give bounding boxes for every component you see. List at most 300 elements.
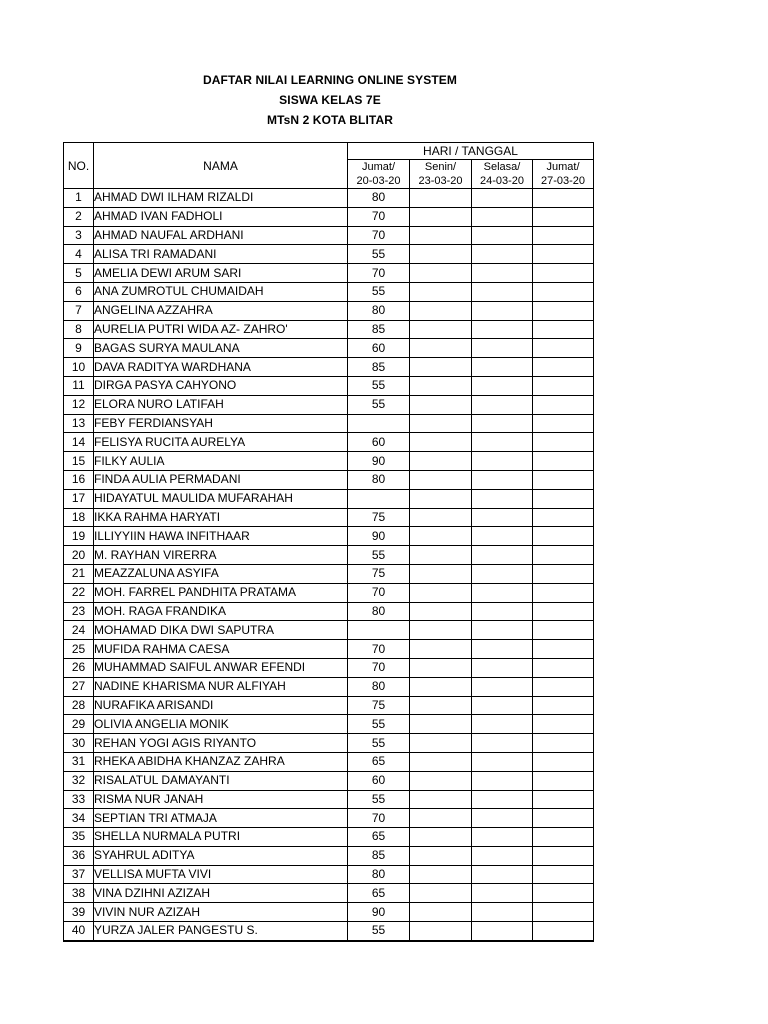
cell-nilai-day-3 bbox=[472, 752, 533, 771]
cell-nilai-day-1: 55 bbox=[348, 546, 410, 565]
cell-nama: NADINE KHARISMA NUR ALFIYAH bbox=[94, 677, 348, 696]
cell-nilai-day-4 bbox=[533, 771, 594, 790]
cell-nilai-day-3 bbox=[472, 677, 533, 696]
table-row bbox=[64, 677, 594, 696]
cell-nilai-day-1: 80 bbox=[348, 677, 410, 696]
cell-nilai-day-4 bbox=[533, 395, 594, 414]
class-subtitle: SISWA KELAS 7E bbox=[279, 93, 381, 107]
cell-nilai-day-4 bbox=[533, 752, 594, 771]
cell-nilai-day-3 bbox=[472, 358, 533, 377]
cell-no: 17 bbox=[64, 489, 94, 508]
table-row bbox=[64, 376, 594, 395]
cell-nilai-day-4 bbox=[533, 433, 594, 452]
table-row bbox=[64, 207, 594, 226]
cell-nilai-day-2 bbox=[410, 658, 472, 677]
cell-no: 22 bbox=[64, 583, 94, 602]
cell-nilai-day-4 bbox=[533, 320, 594, 339]
cell-nilai-day-2 bbox=[410, 189, 472, 208]
cell-nilai-day-4 bbox=[533, 696, 594, 715]
cell-no: 19 bbox=[64, 527, 94, 546]
cell-nilai-day-2 bbox=[410, 508, 472, 527]
cell-nilai-day-3 bbox=[472, 546, 533, 565]
cell-nilai-day-2 bbox=[410, 734, 472, 753]
cell-no: 39 bbox=[64, 903, 94, 922]
cell-nilai-day-4 bbox=[533, 508, 594, 527]
cell-nilai-day-1: 55 bbox=[348, 376, 410, 395]
cell-nilai-day-4 bbox=[533, 677, 594, 696]
cell-nama: ANA ZUMROTUL CHUMAIDAH bbox=[94, 282, 348, 301]
cell-nama: HIDAYATUL MAULIDA MUFARAHAH bbox=[94, 489, 348, 508]
cell-nilai-day-3 bbox=[472, 865, 533, 884]
cell-no: 6 bbox=[64, 282, 94, 301]
table-body bbox=[64, 189, 594, 941]
header-no: NO. bbox=[64, 143, 94, 189]
table-row bbox=[64, 414, 594, 433]
cell-nilai-day-1: 65 bbox=[348, 884, 410, 903]
cell-nilai-day-2 bbox=[410, 358, 472, 377]
cell-nilai-day-4 bbox=[533, 884, 594, 903]
cell-no: 4 bbox=[64, 245, 94, 264]
table-row bbox=[64, 226, 594, 245]
cell-nilai-day-2 bbox=[410, 922, 472, 941]
cell-no: 20 bbox=[64, 546, 94, 565]
cell-nilai-day-3 bbox=[472, 433, 533, 452]
cell-nilai-day-4 bbox=[533, 846, 594, 865]
cell-nilai-day-3 bbox=[472, 414, 533, 433]
cell-nilai-day-3 bbox=[472, 264, 533, 283]
header-day-name: Selasa/ bbox=[483, 161, 521, 173]
cell-nilai-day-4 bbox=[533, 527, 594, 546]
cell-nama: FEBY FERDIANSYAH bbox=[94, 414, 348, 433]
cell-nilai-day-2 bbox=[410, 903, 472, 922]
cell-nilai-day-2 bbox=[410, 640, 472, 659]
cell-nilai-day-1: 85 bbox=[348, 320, 410, 339]
school-subtitle: MTsN 2 KOTA BLITAR bbox=[266, 113, 393, 127]
document-title-block bbox=[0, 70, 660, 130]
header-day-date: 23-03-20 bbox=[418, 175, 463, 187]
cell-nama: RISMA NUR JANAH bbox=[94, 790, 348, 809]
table-row bbox=[64, 282, 594, 301]
cell-nilai-day-4 bbox=[533, 282, 594, 301]
table-row bbox=[64, 320, 594, 339]
cell-nilai-day-1: 70 bbox=[348, 640, 410, 659]
cell-nilai-day-4 bbox=[533, 339, 594, 358]
table-row bbox=[64, 865, 594, 884]
cell-nama: BAGAS SURYA MAULANA bbox=[94, 339, 348, 358]
cell-nama: FELISYA RUCITA AURELYA bbox=[94, 433, 348, 452]
table-row bbox=[64, 470, 594, 489]
cell-nilai-day-1: 75 bbox=[348, 696, 410, 715]
table-row bbox=[64, 828, 594, 847]
cell-nama: DAVA RADITYA WARDHANA bbox=[94, 358, 348, 377]
table-row bbox=[64, 640, 594, 659]
cell-nilai-day-1: 60 bbox=[348, 339, 410, 358]
cell-nilai-day-3 bbox=[472, 245, 533, 264]
cell-nilai-day-4 bbox=[533, 828, 594, 847]
table-row bbox=[64, 903, 594, 922]
cell-nilai-day-2 bbox=[410, 696, 472, 715]
cell-nama: MUHAMMAD SAIFUL ANWAR EFENDI bbox=[94, 658, 348, 677]
cell-no: 38 bbox=[64, 884, 94, 903]
cell-nilai-day-2 bbox=[410, 828, 472, 847]
cell-nilai-day-2 bbox=[410, 339, 472, 358]
cell-nilai-day-3 bbox=[472, 226, 533, 245]
cell-nilai-day-2 bbox=[410, 320, 472, 339]
cell-nilai-day-3 bbox=[472, 771, 533, 790]
cell-nilai-day-3 bbox=[472, 884, 533, 903]
cell-nama: YURZA JALER PANGESTU S. bbox=[94, 922, 348, 941]
cell-nama: ILLIYYIIN HAWA INFITHAAR bbox=[94, 527, 348, 546]
cell-no: 25 bbox=[64, 640, 94, 659]
cell-nilai-day-1 bbox=[348, 489, 410, 508]
cell-no: 32 bbox=[64, 771, 94, 790]
cell-nilai-day-3 bbox=[472, 809, 533, 828]
header-nama: NAMA bbox=[94, 143, 348, 189]
cell-nilai-day-3 bbox=[472, 395, 533, 414]
cell-nilai-day-4 bbox=[533, 715, 594, 734]
cell-nilai-day-1 bbox=[348, 621, 410, 640]
cell-nilai-day-1: 80 bbox=[348, 301, 410, 320]
cell-nilai-day-1: 80 bbox=[348, 865, 410, 884]
cell-no: 34 bbox=[64, 809, 94, 828]
cell-nilai-day-4 bbox=[533, 865, 594, 884]
header-day-4 bbox=[533, 160, 594, 189]
cell-nilai-day-2 bbox=[410, 583, 472, 602]
cell-nilai-day-3 bbox=[472, 602, 533, 621]
cell-nilai-day-1: 85 bbox=[348, 846, 410, 865]
cell-nilai-day-3 bbox=[472, 207, 533, 226]
cell-nilai-day-2 bbox=[410, 865, 472, 884]
cell-nama: RHEKA ABIDHA KHANZAZ ZAHRA bbox=[94, 752, 348, 771]
cell-nilai-day-1 bbox=[348, 414, 410, 433]
cell-no: 14 bbox=[64, 433, 94, 452]
cell-nama: AMELIA DEWI ARUM SARI bbox=[94, 264, 348, 283]
cell-nilai-day-1: 90 bbox=[348, 903, 410, 922]
cell-nilai-day-1: 80 bbox=[348, 470, 410, 489]
table-row bbox=[64, 752, 594, 771]
cell-nilai-day-2 bbox=[410, 790, 472, 809]
cell-nilai-day-3 bbox=[472, 696, 533, 715]
cell-nilai-day-2 bbox=[410, 282, 472, 301]
table-row bbox=[64, 245, 594, 264]
cell-no: 7 bbox=[64, 301, 94, 320]
cell-nilai-day-4 bbox=[533, 658, 594, 677]
cell-no: 11 bbox=[64, 376, 94, 395]
cell-nilai-day-2 bbox=[410, 602, 472, 621]
cell-no: 37 bbox=[64, 865, 94, 884]
cell-nilai-day-4 bbox=[533, 546, 594, 565]
cell-nilai-day-4 bbox=[533, 602, 594, 621]
cell-nilai-day-3 bbox=[472, 189, 533, 208]
table-row bbox=[64, 508, 594, 527]
cell-nama: ALISA TRI RAMADANI bbox=[94, 245, 348, 264]
cell-nama: MOHAMAD DIKA DWI SAPUTRA bbox=[94, 621, 348, 640]
cell-nama: NURAFIKA ARISANDI bbox=[94, 696, 348, 715]
cell-nilai-day-4 bbox=[533, 189, 594, 208]
cell-nilai-day-4 bbox=[533, 583, 594, 602]
cell-nama: SEPTIAN TRI ATMAJA bbox=[94, 809, 348, 828]
header-day-date: 24-03-20 bbox=[479, 175, 525, 187]
cell-nama: VIVIN NUR AZIZAH bbox=[94, 903, 348, 922]
cell-no: 3 bbox=[64, 226, 94, 245]
cell-nilai-day-3 bbox=[472, 452, 533, 471]
header-day-name: Senin/ bbox=[424, 161, 457, 173]
cell-nilai-day-4 bbox=[533, 301, 594, 320]
cell-nilai-day-4 bbox=[533, 922, 594, 941]
cell-nilai-day-1: 55 bbox=[348, 245, 410, 264]
cell-nilai-day-1: 65 bbox=[348, 752, 410, 771]
header-day-3 bbox=[472, 160, 533, 189]
header-day-date: 20-03-20 bbox=[356, 175, 401, 187]
cell-nilai-day-1: 60 bbox=[348, 433, 410, 452]
cell-nilai-day-1: 55 bbox=[348, 734, 410, 753]
cell-nilai-day-4 bbox=[533, 470, 594, 489]
table-row bbox=[64, 264, 594, 283]
table-row bbox=[64, 602, 594, 621]
document-title: DAFTAR NILAI LEARNING ONLINE SYSTEM bbox=[203, 73, 457, 87]
cell-no: 35 bbox=[64, 828, 94, 847]
table-row bbox=[64, 358, 594, 377]
cell-nilai-day-4 bbox=[533, 790, 594, 809]
cell-nilai-day-1: 75 bbox=[348, 564, 410, 583]
table-row bbox=[64, 771, 594, 790]
cell-nilai-day-4 bbox=[533, 245, 594, 264]
cell-nilai-day-3 bbox=[472, 339, 533, 358]
cell-nilai-day-2 bbox=[410, 546, 472, 565]
cell-nilai-day-4 bbox=[533, 376, 594, 395]
cell-nama: ANGELINA AZZAHRA bbox=[94, 301, 348, 320]
cell-nilai-day-2 bbox=[410, 809, 472, 828]
cell-nilai-day-2 bbox=[410, 226, 472, 245]
grade-table bbox=[63, 142, 594, 942]
cell-no: 31 bbox=[64, 752, 94, 771]
table-row bbox=[64, 189, 594, 208]
table-row bbox=[64, 527, 594, 546]
cell-nama: VINA DZIHNI AZIZAH bbox=[94, 884, 348, 903]
cell-nilai-day-2 bbox=[410, 301, 472, 320]
cell-nilai-day-1: 80 bbox=[348, 189, 410, 208]
cell-no: 21 bbox=[64, 564, 94, 583]
cell-no: 18 bbox=[64, 508, 94, 527]
header-day-2 bbox=[410, 160, 472, 189]
cell-nilai-day-3 bbox=[472, 658, 533, 677]
cell-nama: SHELLA NURMALA PUTRI bbox=[94, 828, 348, 847]
cell-nilai-day-2 bbox=[410, 414, 472, 433]
table-row bbox=[64, 715, 594, 734]
cell-nilai-day-2 bbox=[410, 564, 472, 583]
header-day-name: Jumat/ bbox=[546, 161, 580, 173]
table-row bbox=[64, 395, 594, 414]
cell-nilai-day-4 bbox=[533, 414, 594, 433]
cell-nilai-day-3 bbox=[472, 828, 533, 847]
cell-nilai-day-2 bbox=[410, 752, 472, 771]
cell-nilai-day-2 bbox=[410, 846, 472, 865]
cell-nilai-day-1: 75 bbox=[348, 508, 410, 527]
cell-nama: RISALATUL DAMAYANTI bbox=[94, 771, 348, 790]
cell-nilai-day-4 bbox=[533, 452, 594, 471]
cell-nilai-day-1: 70 bbox=[348, 583, 410, 602]
cell-nilai-day-1: 70 bbox=[348, 809, 410, 828]
cell-nilai-day-3 bbox=[472, 508, 533, 527]
cell-nilai-day-3 bbox=[472, 922, 533, 941]
cell-nilai-day-1: 55 bbox=[348, 395, 410, 414]
header-day-name: Jumat/ bbox=[361, 161, 395, 173]
cell-no: 23 bbox=[64, 602, 94, 621]
cell-nilai-day-1: 70 bbox=[348, 264, 410, 283]
table-row bbox=[64, 546, 594, 565]
table-row bbox=[64, 734, 594, 753]
cell-nama: SYAHRUL ADITYA bbox=[94, 846, 348, 865]
cell-nilai-day-1: 60 bbox=[348, 771, 410, 790]
cell-no: 27 bbox=[64, 677, 94, 696]
cell-no: 33 bbox=[64, 790, 94, 809]
cell-nilai-day-1: 70 bbox=[348, 207, 410, 226]
cell-nilai-day-3 bbox=[472, 846, 533, 865]
table-row bbox=[64, 658, 594, 677]
cell-nama: ELORA NURO LATIFAH bbox=[94, 395, 348, 414]
cell-nilai-day-4 bbox=[533, 903, 594, 922]
cell-no: 40 bbox=[64, 922, 94, 941]
cell-nilai-day-4 bbox=[533, 226, 594, 245]
cell-nama: MUFIDA RAHMA CAESA bbox=[94, 640, 348, 659]
cell-no: 1 bbox=[64, 189, 94, 208]
header-day-1 bbox=[348, 160, 410, 189]
cell-nama: DIRGA PASYA CAHYONO bbox=[94, 376, 348, 395]
cell-nilai-day-1: 55 bbox=[348, 922, 410, 941]
cell-nilai-day-3 bbox=[472, 640, 533, 659]
cell-no: 16 bbox=[64, 470, 94, 489]
cell-nama: MEAZZALUNA ASYIFA bbox=[94, 564, 348, 583]
cell-nilai-day-4 bbox=[533, 564, 594, 583]
cell-no: 28 bbox=[64, 696, 94, 715]
table-row bbox=[64, 809, 594, 828]
cell-nilai-day-3 bbox=[472, 583, 533, 602]
cell-nilai-day-2 bbox=[410, 621, 472, 640]
cell-nilai-day-1: 65 bbox=[348, 828, 410, 847]
cell-nama: AURELIA PUTRI WIDA AZ- ZAHRO' bbox=[94, 320, 348, 339]
cell-nama: AHMAD NAUFAL ARDHANI bbox=[94, 226, 348, 245]
cell-nama: VELLISA MUFTA VIVI bbox=[94, 865, 348, 884]
cell-nilai-day-1: 80 bbox=[348, 602, 410, 621]
cell-nilai-day-3 bbox=[472, 282, 533, 301]
cell-nilai-day-4 bbox=[533, 489, 594, 508]
cell-nama: MOH. RAGA FRANDIKA bbox=[94, 602, 348, 621]
cell-nilai-day-3 bbox=[472, 527, 533, 546]
cell-nilai-day-2 bbox=[410, 715, 472, 734]
cell-no: 24 bbox=[64, 621, 94, 640]
cell-no: 15 bbox=[64, 452, 94, 471]
cell-nilai-day-4 bbox=[533, 207, 594, 226]
cell-nilai-day-1: 85 bbox=[348, 358, 410, 377]
table-row bbox=[64, 621, 594, 640]
cell-nama: OLIVIA ANGELIA MONIK bbox=[94, 715, 348, 734]
cell-nilai-day-3 bbox=[472, 301, 533, 320]
cell-no: 10 bbox=[64, 358, 94, 377]
cell-nilai-day-3 bbox=[472, 470, 533, 489]
cell-nilai-day-4 bbox=[533, 809, 594, 828]
cell-nilai-day-3 bbox=[472, 489, 533, 508]
cell-nilai-day-1: 55 bbox=[348, 715, 410, 734]
cell-no: 13 bbox=[64, 414, 94, 433]
cell-nama: FILKY AULIA bbox=[94, 452, 348, 471]
cell-nilai-day-2 bbox=[410, 884, 472, 903]
cell-nilai-day-2 bbox=[410, 264, 472, 283]
cell-nilai-day-3 bbox=[472, 903, 533, 922]
cell-nama: AHMAD IVAN FADHOLI bbox=[94, 207, 348, 226]
cell-no: 30 bbox=[64, 734, 94, 753]
header-day-date: 27-03-20 bbox=[540, 175, 586, 187]
header-hari-tanggal: HARI / TANGGAL bbox=[348, 143, 594, 160]
cell-nama: AHMAD DWI ILHAM RIZALDI bbox=[94, 189, 348, 208]
cell-nilai-day-1: 90 bbox=[348, 527, 410, 546]
cell-nilai-day-4 bbox=[533, 734, 594, 753]
cell-no: 12 bbox=[64, 395, 94, 414]
cell-nama: IKKA RAHMA HARYATI bbox=[94, 508, 348, 527]
cell-nilai-day-2 bbox=[410, 245, 472, 264]
table-row bbox=[64, 846, 594, 865]
cell-nilai-day-2 bbox=[410, 433, 472, 452]
cell-no: 8 bbox=[64, 320, 94, 339]
table-row bbox=[64, 452, 594, 471]
table-row bbox=[64, 583, 594, 602]
cell-nilai-day-3 bbox=[472, 790, 533, 809]
cell-nilai-day-1: 70 bbox=[348, 658, 410, 677]
table-row bbox=[64, 433, 594, 452]
table-row bbox=[64, 301, 594, 320]
cell-nilai-day-4 bbox=[533, 621, 594, 640]
cell-nilai-day-3 bbox=[472, 564, 533, 583]
cell-nilai-day-3 bbox=[472, 715, 533, 734]
table-row bbox=[64, 884, 594, 903]
cell-nama: REHAN YOGI AGIS RIYANTO bbox=[94, 734, 348, 753]
cell-nilai-day-2 bbox=[410, 771, 472, 790]
cell-nilai-day-4 bbox=[533, 640, 594, 659]
table-row bbox=[64, 790, 594, 809]
table-row bbox=[64, 922, 594, 941]
cell-nilai-day-3 bbox=[472, 320, 533, 339]
table-row bbox=[64, 339, 594, 358]
cell-nama: M. RAYHAN VIRERRA bbox=[94, 546, 348, 565]
cell-nilai-day-2 bbox=[410, 207, 472, 226]
cell-no: 5 bbox=[64, 264, 94, 283]
cell-nilai-day-3 bbox=[472, 734, 533, 753]
cell-nilai-day-2 bbox=[410, 452, 472, 471]
cell-nilai-day-4 bbox=[533, 264, 594, 283]
cell-no: 36 bbox=[64, 846, 94, 865]
table-row bbox=[64, 564, 594, 583]
cell-no: 9 bbox=[64, 339, 94, 358]
cell-nilai-day-3 bbox=[472, 376, 533, 395]
cell-nilai-day-1: 90 bbox=[348, 452, 410, 471]
cell-no: 2 bbox=[64, 207, 94, 226]
cell-nilai-day-1: 55 bbox=[348, 790, 410, 809]
cell-nilai-day-4 bbox=[533, 358, 594, 377]
table-header-row bbox=[64, 143, 594, 160]
cell-nilai-day-2 bbox=[410, 677, 472, 696]
cell-nilai-day-2 bbox=[410, 489, 472, 508]
table-row bbox=[64, 489, 594, 508]
cell-no: 29 bbox=[64, 715, 94, 734]
cell-nama: FINDA AULIA PERMADANI bbox=[94, 470, 348, 489]
cell-nilai-day-2 bbox=[410, 376, 472, 395]
cell-nilai-day-1: 55 bbox=[348, 282, 410, 301]
cell-nama: MOH. FARREL PANDHITA PRATAMA bbox=[94, 583, 348, 602]
cell-nilai-day-1: 70 bbox=[348, 226, 410, 245]
cell-nilai-day-2 bbox=[410, 395, 472, 414]
table-row bbox=[64, 696, 594, 715]
cell-nilai-day-3 bbox=[472, 621, 533, 640]
cell-nilai-day-2 bbox=[410, 470, 472, 489]
